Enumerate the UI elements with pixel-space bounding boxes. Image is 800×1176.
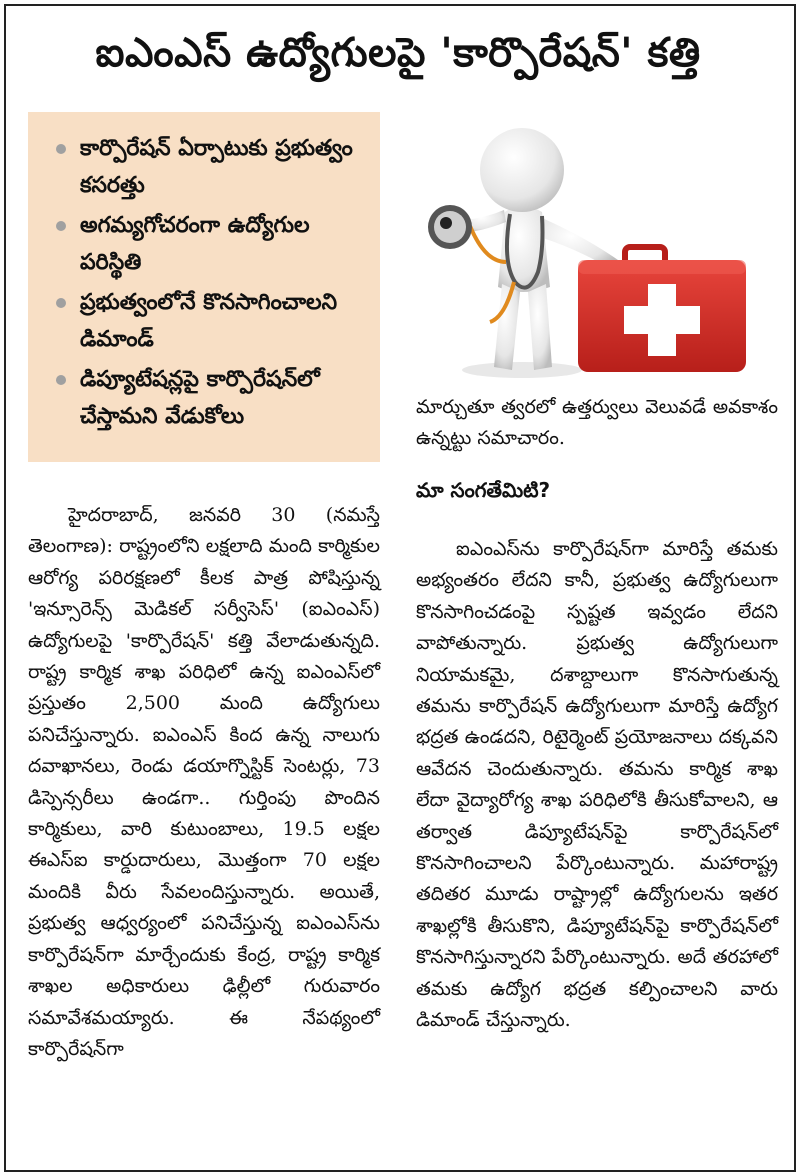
body-paragraph: ఐఎంఎస్‌ను కార్పొరేషన్‌గా మారిస్తే తమకు అభ్యంతరం లేదని కానీ, ప్రభుత్వ ఉద్యోగులుగా కొనసాగించడంపై స్పష్టత ఇవ్వడం లేదని వాపోతున్నారు. ప్రభుత్వ ఉద్యోగులుగా నియామకమై, దశాబ్దాలుగా కొనసాగుతున్న తమను కార్పొరేషన్ ఉద్యోగులుగా మారిస్తే ఉద్యోగ భద్రత ఉండదని, రిటైర్మెంట్ ప్రయోజనాలు దక్కవని ఆవేదన చెందుతున్నారు. తమను కార్మిక శాఖ లేదా వైద్యారోగ్య శాఖ పరిధిలోకి తీసుకోవాలని, ఆ తర్వాత డిప్యూటేషన్‌పై కార్పొరేషన్‌లో కొనసాగించాలని పేర్కొంటున్నారు. మహారాష్ట్ర తదితర మూడు రాష్ట్రాల్లో ఉద్యోగులను ఇతర శాఖల్లోకి తీసుకొని, డిప్యూటేషన్‌పై కార్పొరేషన్‌లో కొనసాగిస్తున్నారని పేర్కొంటున్నారు. అదే తరహాలో తమకు ఉద్యోగ భద్రత కల్పించాలని వారు డిమాండ్ చేస్తున్నారు. [416, 538, 778, 1032]
article-body-left [28, 500, 380, 1065]
bullet-icon [56, 375, 66, 385]
highlight-item [56, 130, 370, 204]
body-paragraph: మార్చుతూ త్వరలో ఉత్తర్వులు వెలువడే అవకాశం ఉన్నట్టు సమాచారం. [416, 396, 778, 450]
headline: ఐఎంఎస్ ఉద్యోగులపై 'కార్పొరేషన్' కత్తి [95, 30, 701, 76]
highlights-box [28, 112, 380, 462]
highlight-text: ప్రభుత్వంలోనే కొనసాగించాలని డిమాండ్ [80, 290, 338, 352]
doctor-illustration [410, 112, 780, 382]
body-paragraph: హైదరాబాద్, జనవరి 30 (నమస్తే తెలంగాణ): రాష్ట్రంలోని లక్షలాది మంది కార్మికుల ఆరోగ్య పరిరక్షణలో కీలక పాత్ర పోషిస్తున్న 'ఇన్సూరెన్స్ మెడికల్ సర్వీసెస్' (ఐఎంఎస్) ఉద్యోగులపై 'కార్పొరేషన్' కత్తి వేలాడుతున్నది. రాష్ట్ర కార్మిక శాఖ పరిధిలో ఉన్న ఐఎంఎస్‌లో ప్రస్తుతం 2,500 మంది ఉద్యోగులు పనిచేస్తున్నారు. ఐఎంఎస్ కింద ఉన్న నాలుగు దవాఖానలు, రెండు డయాగ్నొస్టిక్ సెంటర్లు, 73 డిస్పెన్సరీలు ఉండగా.. గుర్తింపు పొందిన కార్మికులు, వారి కుటుంబాలు, 19.5 లక్షల ఈఎస్ఐ కార్డుదారులు, మొత్తంగా 70 లక్షల మందికి వీరు సేవలందిస్తున్నారు. అయితే, ప్రభుత్వ ఆధ్వర్యంలో పనిచేస్తున్న ఐఎంఎస్‌ను కార్పొరేషన్‌గా మార్చేందుకు కేంద్ర, రాష్ట్ర కార్మిక శాఖల అధికారులు ఢిల్లీలో గురువారం సమావేశమయ్యారు. ఈ నేపథ్యంలో కార్పొరేషన్‌గా [28, 504, 380, 1060]
bullet-icon [56, 221, 66, 231]
highlight-text: అగమ్యగోచరంగా ఉద్యోగుల పరిస్థితి [80, 213, 310, 275]
highlight-item [56, 361, 370, 435]
highlight-text: డిప్యూటేషన్లపై కార్పొరేషన్‌లో చేస్తామని వేడుకోలు [80, 367, 320, 429]
highlight-text: కార్పొరేషన్ ఏర్పాటుకు ప్రభుత్వం కసరత్తు [80, 136, 353, 198]
doctor-figure-icon [410, 112, 780, 382]
highlight-item [56, 284, 370, 358]
article-body-right [416, 534, 778, 1037]
bullet-icon [56, 298, 66, 308]
section-subhead: మా సంగతేమిటి? [416, 478, 551, 502]
highlight-item [56, 207, 370, 281]
bullet-icon [56, 144, 66, 154]
article-body-right-top [416, 392, 778, 455]
highlights-list [56, 130, 370, 435]
